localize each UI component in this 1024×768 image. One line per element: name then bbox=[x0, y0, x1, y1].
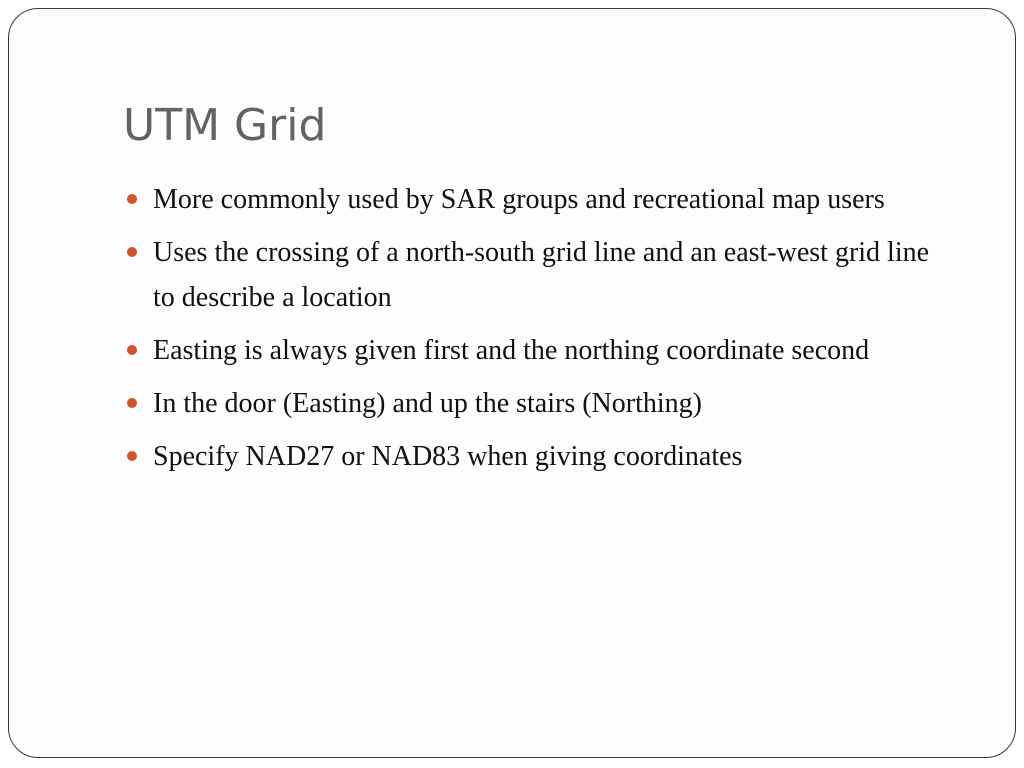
bullet-item bbox=[123, 230, 953, 320]
bullet-text: Easting is always given first and the northing coordinate second bbox=[153, 335, 870, 366]
bullet-item bbox=[123, 434, 953, 479]
bullet-item bbox=[123, 381, 953, 426]
bullet-list bbox=[123, 177, 953, 487]
bullet-dot-icon bbox=[127, 247, 137, 257]
bullet-item bbox=[123, 328, 953, 373]
bullet-text: In the door (Easting) and up the stairs (Northing) bbox=[153, 388, 702, 419]
bullet-dot-icon bbox=[127, 194, 137, 204]
bullet-dot-icon bbox=[127, 398, 137, 408]
bullet-dot-icon bbox=[127, 345, 137, 355]
slide-title: UTM Grid bbox=[123, 100, 327, 151]
bullet-dot-icon bbox=[127, 451, 137, 461]
slide-frame bbox=[8, 8, 1016, 758]
bullet-item bbox=[123, 177, 953, 222]
bullet-text: More commonly used by SAR groups and recreational map users bbox=[153, 184, 885, 215]
bullet-text: Uses the crossing of a north-south grid line and an east-west grid line to describe a location bbox=[153, 237, 930, 313]
bullet-text: Specify NAD27 or NAD83 when giving coordinates bbox=[153, 441, 743, 472]
